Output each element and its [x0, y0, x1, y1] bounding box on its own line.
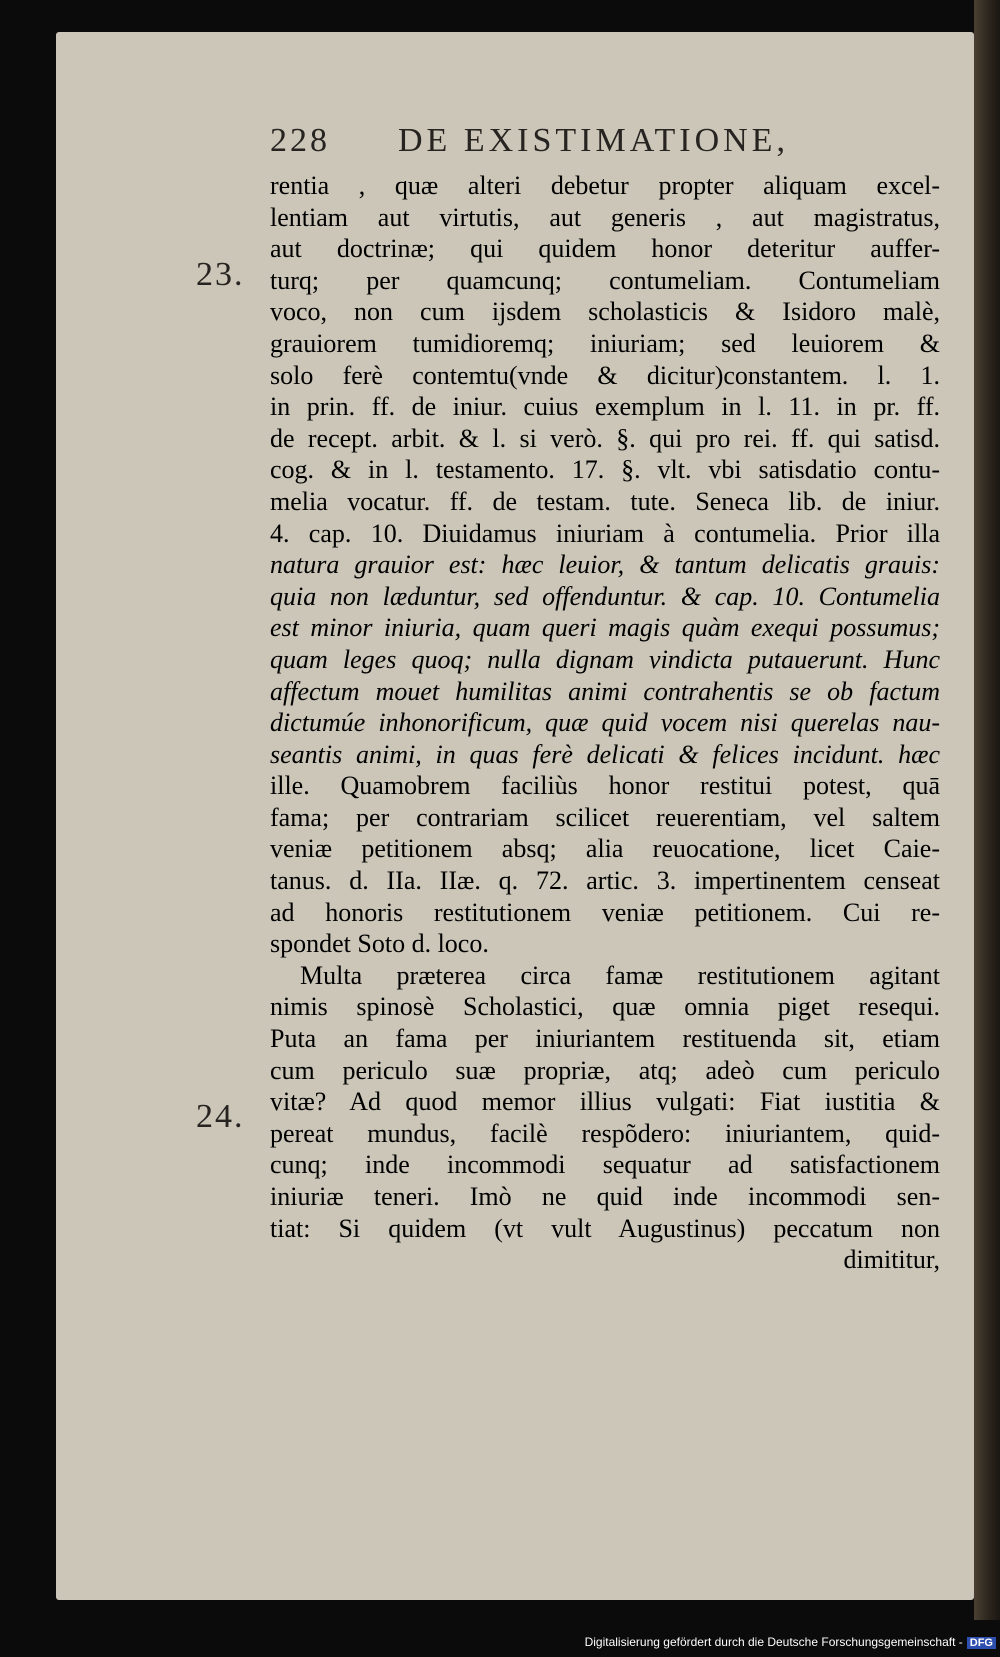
text-line: veniæ petitionem absq; alia reuocatione, licet Caie- [270, 834, 940, 864]
text-line: vitæ? Ad quod memor illius vulgati: Fiat iustitia & [270, 1087, 940, 1117]
text-line: tiat: Si quidem (vt vult Augustinus) peccatum non [270, 1213, 940, 1243]
text-line: melia vocatur. ff. de testam. tute. Seneca lib. de iniur. [270, 486, 940, 516]
text-line: grauiorem tumidioremq; iniuriam; sed leuiorem & [270, 328, 940, 358]
text-line: dictumúe inhonorificum, quæ quid vocem nisi querelas nau- [270, 708, 940, 738]
footer-credit [0, 1635, 996, 1657]
text-line: est minor iniuria, quam queri magis quàm exequi possumus; [270, 613, 940, 643]
text-line: ad honoris restitutionem veniæ petitionem. Cui re- [270, 897, 940, 927]
text-line: turq; per quamcunq; contumeliam. Contumeliam [270, 265, 940, 295]
running-title: DE EXISTIMATIONE, [398, 122, 789, 159]
text-line: natura grauior est: hæc leuior, & tantum delicatis grauis: [270, 550, 940, 580]
text-line: Puta an fama per iniuriantem restituenda sit, etiam [270, 1024, 940, 1054]
text-line: de recept. arbit. & l. si verò. §. qui pro rei. ff. qui satisd. [270, 423, 940, 453]
text-line: lentiam aut virtutis, aut generis , aut magistratus, [270, 202, 940, 232]
text-line: seantis animi, in quas ferè delicati & felices incidunt. hæc [270, 739, 940, 769]
body-text [270, 170, 940, 1276]
margin-number-23: 23. [196, 256, 245, 293]
text-line: cum periculo suæ propriæ, atq; adeò cum periculo [270, 1055, 940, 1085]
text-line: fama; per contrariam scilicet reuerentiam, vel saltem [270, 802, 940, 832]
text-line: quam leges quoq; nulla dignam vindicta putauerunt. Hunc [270, 644, 940, 674]
page-number: 228 [270, 122, 330, 159]
text-line: quia non læduntur, sed offenduntur. & cap. 10. Contumelia [270, 581, 940, 611]
margin-number-24: 24. [196, 1098, 245, 1135]
text-line: ille. Quamobrem faciliùs honor restitui potest, quā [270, 771, 940, 801]
dfg-logo: DFG [967, 1637, 996, 1649]
text-line: spondet Soto d. loco. [270, 929, 489, 959]
text-line: voco, non cum ijsdem scholasticis & Isidoro malè, [270, 297, 940, 327]
text-line: rentia , quæ alteri debetur propter aliquam excel- [270, 171, 940, 200]
text-line: pereat mundus, facilè respõdero: iniuriantem, quid- [270, 1118, 940, 1148]
text-line: solo ferè contemtu(vnde & dicitur)constantem. l. 1. [270, 360, 940, 390]
text-line: in prin. ff. de iniur. cuius exemplum in l. 11. in pr. ff. [270, 392, 940, 422]
book-spine [974, 0, 1000, 1620]
text-line: cunq; inde incommodi sequatur ad satisfactionem [270, 1150, 940, 1180]
running-header [270, 122, 890, 162]
text-line: iniuriæ teneri. Imò ne quid inde incommodi sen- [270, 1182, 940, 1211]
catchword: dimititur, [843, 1245, 940, 1275]
text-line: affectum mouet humilitas animi contrahentis se ob factum [270, 676, 940, 706]
text-line: aut doctrinæ; qui quidem honor deteritur auffer- [270, 234, 940, 264]
text-line: cog. & in l. testamento. 17. §. vlt. vbi satisdatio contu- [270, 455, 940, 485]
text-line: Multa præterea circa famæ restitutionem agitant [300, 960, 940, 990]
footer-text: Digitalisierung gefördert durch die Deutsche Forschungsgemeinschaft - [584, 1635, 963, 1649]
text-line: nimis spinosè Scholastici, quæ omnia piget resequi. [270, 992, 940, 1022]
text-line: 4. cap. 10. Diuidamus iniuriam à contumelia. Prior illa [270, 518, 940, 548]
text-line: tanus. d. IIa. IIæ. q. 72. artic. 3. impertinentem censeat [270, 866, 940, 896]
